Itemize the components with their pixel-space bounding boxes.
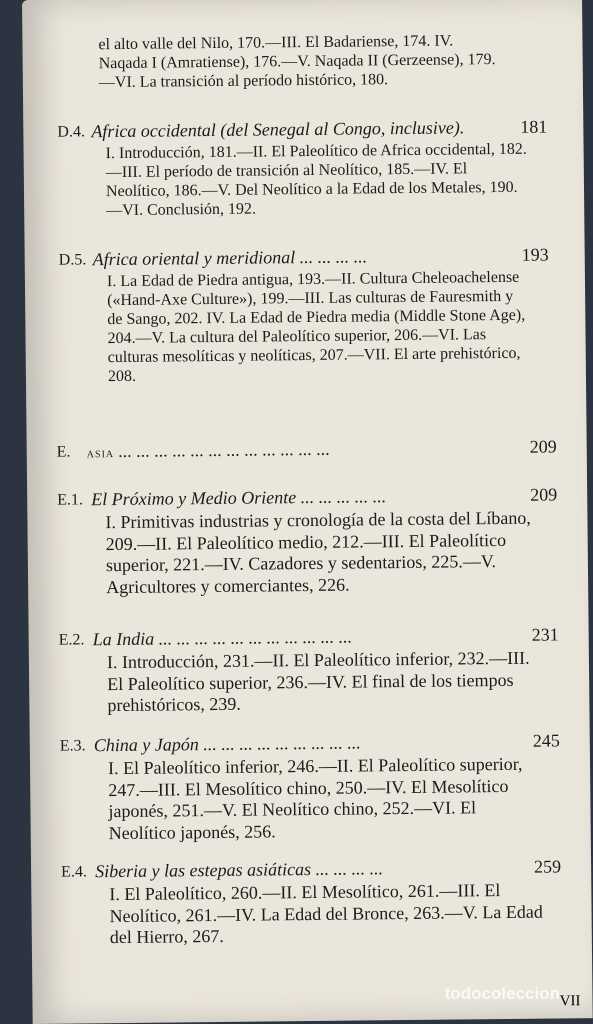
page-number: 209 xyxy=(529,436,557,457)
toc-entry-d4 xyxy=(57,116,548,221)
entry-code: D.5. xyxy=(58,251,87,269)
entry-code: E.2. xyxy=(58,631,85,649)
leader-dots: ... ... ... ... xyxy=(310,858,384,880)
entry-code: E.3. xyxy=(59,737,86,755)
entry-body: I. Introducción, 181.—II. El Paleolítico de Africa occidental, 182.—III. El período de transición al Neolítico, 185.—IV. El Neolítico, 186.—V. Del Neolítico a la Edad de los Metales, 190.—VI. Conclusión, 192. xyxy=(105,140,527,220)
leader-dots: . xyxy=(459,117,465,138)
entry-title: Africa oriental y meridional xyxy=(92,247,296,270)
leader-dots: ... ... ... ... ... ... ... ... ... ... ... ... xyxy=(113,438,331,462)
book-page xyxy=(22,0,593,1024)
page-number: 245 xyxy=(532,730,560,751)
entry-title: Siberia y las estepas asiáticas xyxy=(95,859,312,882)
page-number: 259 xyxy=(533,856,562,877)
page-number: 181 xyxy=(520,116,548,137)
page-footer-numeral: VII xyxy=(559,993,581,1010)
entry-title: asia xyxy=(86,446,115,462)
toc-entry-d5 xyxy=(58,244,549,387)
entry-code: E.4. xyxy=(61,863,88,881)
entry-title: La India xyxy=(92,628,155,650)
toc-entry-e xyxy=(56,436,557,463)
watermark-logo: todocoleccion xyxy=(444,984,560,1003)
toc-entry-e4 xyxy=(61,856,562,950)
leader-dots: ... ... ... ... xyxy=(295,246,368,268)
leader-dots: ... ... ... ... ... xyxy=(296,486,387,508)
entry-body: I. Primitivas industrias y cronología de la costa del Líbano, 209.—II. El Paleolítico medio, 212.—III. El Paleolítico superior, 221.—IV. Cazadores y sedentarios, 225.—V. Agricultores y comerciantes, 226. xyxy=(105,507,531,597)
entry-title: Africa occidental (del Senegal al Congo, inclusive) xyxy=(91,117,460,142)
entry-body: I. El Paleolítico inferior, 246.—II. El Paleolítico superior, 247.—III. El Mesolítico chino, 250.—IV. El Mesolítico japonés, 251.—V. El Neolítico chino, 252.—VI. El Neolítico japonés, 256. xyxy=(107,753,523,843)
page-number: 209 xyxy=(530,484,558,505)
leader-dots: ... ... ... ... ... ... ... ... ... xyxy=(198,732,361,755)
toc-entry-d3-continuation xyxy=(84,29,505,92)
entry-code: D.4. xyxy=(57,123,86,141)
toc-entry-e2 xyxy=(58,624,559,718)
entry-title: El Próximo y Medio Oriente xyxy=(91,487,297,510)
entry-body: I. La Edad de Piedra antigua, 193.—II. Cultura Cheleoachelense («Hand-Axe Culture»), 199.—III. Las culturas de Fauresmith y de Sango, 202. IV. La Edad de Piedra media (Middle Stone Age), 204.—V. La cultura del Paleolítico superior, 206.—VI. Las culturas mesolíticas y neolíticas, 207.—VII. El arte prehistórico, 208. xyxy=(106,268,526,386)
entry-body: I. El Paleolítico, 260.—II. El Mesolítico, 261.—III. El Neolítico, 261.—IV. La Edad del Bronce, 263.—V. La Edad del Hierro, 267. xyxy=(109,880,543,948)
page-number: 231 xyxy=(531,624,559,645)
leader-dots: ... ... ... ... ... ... ... ... ... ... ... xyxy=(154,626,353,649)
toc-entry-e3 xyxy=(59,730,560,845)
entry-body: el alto valle del Nilo, 170.—III. El Badariense, 174. IV. Naqada I (Amratiense), 176.—V. Naqada II (Gerzeense), 179.—VI. La transición al período histórico, 180. xyxy=(98,32,496,92)
toc-entry-e1 xyxy=(57,484,558,599)
entry-code: E. xyxy=(56,443,71,461)
page-number: 193 xyxy=(521,244,549,265)
entry-code: E.1. xyxy=(57,491,84,509)
entry-body: I. Introducción, 231.—II. El Paleolítico inferior, 232.—III. El Paleolítico superior, 236.—IV. El final de los tiempos prehistóricos, 239. xyxy=(106,647,530,716)
entry-title: China y Japón xyxy=(93,734,199,756)
